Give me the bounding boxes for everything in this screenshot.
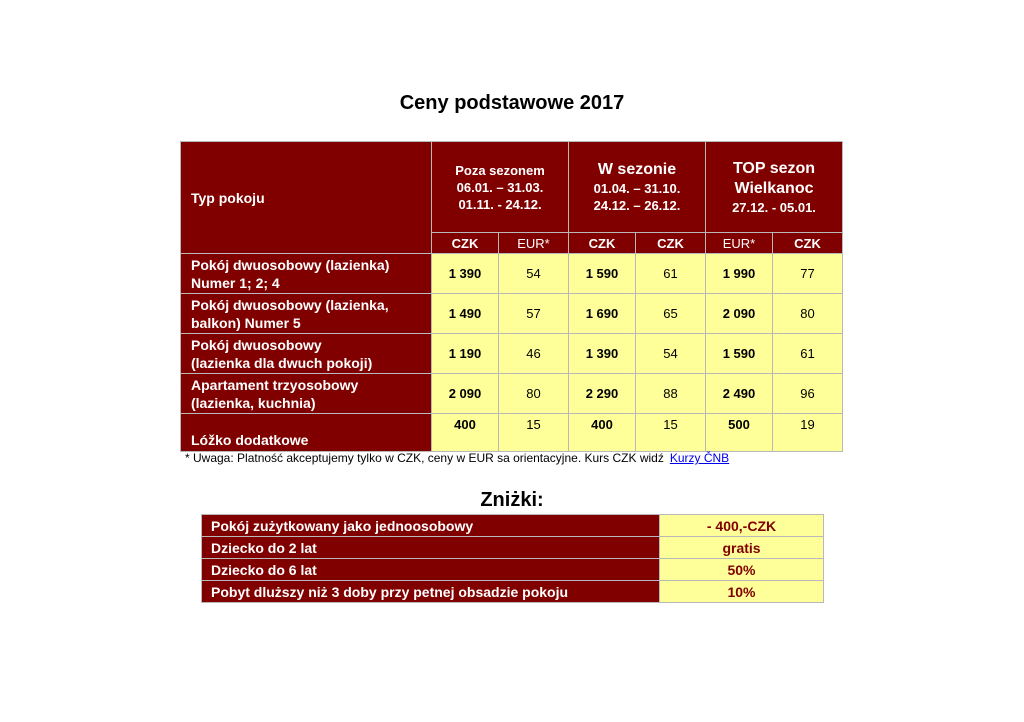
currency-header: CZK (432, 233, 499, 254)
price-cell: 1 390 (569, 334, 636, 374)
discount-label: Dziecko do 2 lat (202, 537, 660, 559)
payment-note-text: * Uwaga: Platność akceptujemy tylko w CZK, ceny w EUR sa orientacyjne. Kurs CZK widź (185, 451, 664, 465)
discount-label: Pobyt dluższy niż 3 doby przy petnej obsadzie pokoju (202, 581, 660, 603)
price-cell: 1 190 (432, 334, 499, 374)
currency-header: CZK (569, 233, 636, 254)
price-cell: 46 (499, 334, 569, 374)
season-top-name: TOP sezon (732, 159, 816, 177)
discount-label: Dziecko do 6 lat (202, 559, 660, 581)
price-cell: 2 290 (569, 374, 636, 414)
room-name-line: Lóžko dodatkowe (191, 432, 309, 448)
price-cell: 1 990 (706, 254, 773, 294)
room-name-line: Pokój dwuosobowy (lazienka) (191, 256, 390, 273)
season-off-header (432, 142, 569, 233)
season-off-dates-1: 06.01. – 31.03. (456, 179, 544, 195)
price-cell: 2 090 (706, 294, 773, 334)
price-cell: 19 (773, 414, 843, 452)
currency-header: EUR* (706, 233, 773, 254)
room-name-line: Numer 1; 2; 4 (191, 274, 280, 291)
price-cell: 96 (773, 374, 843, 414)
price-cell: 400 (569, 414, 636, 452)
price-cell: 1 590 (569, 254, 636, 294)
price-cell: 54 (636, 334, 706, 374)
price-cell: 2 090 (432, 374, 499, 414)
price-cell: 80 (499, 374, 569, 414)
price-table (180, 141, 843, 452)
discount-value: - 400,-CZK (660, 515, 824, 537)
discount-row (202, 581, 824, 603)
discount-row (202, 537, 824, 559)
price-cell: 1 390 (432, 254, 499, 294)
price-cell: 1 590 (706, 334, 773, 374)
price-cell: 500 (706, 414, 773, 452)
table-row (181, 334, 843, 374)
discounts-title: Zniżki: (480, 489, 544, 511)
table-row (181, 294, 843, 334)
price-cell: 80 (773, 294, 843, 334)
price-cell: 2 490 (706, 374, 773, 414)
season-off-dates-2: 01.11. - 24.12. (458, 196, 542, 212)
price-cell: 1 490 (432, 294, 499, 334)
season-high-dates-2: 24.12. – 26.12. (593, 198, 681, 213)
season-high-dates-1: 01.04. – 31.10. (593, 181, 681, 196)
discount-value: 50% (660, 559, 824, 581)
room-name-line: Apartament trzyosobowy (191, 376, 359, 393)
price-cell: 54 (499, 254, 569, 294)
table-row (181, 254, 843, 294)
room-name (181, 374, 432, 414)
price-cell: 65 (636, 294, 706, 334)
currency-header: CZK (636, 233, 706, 254)
season-top-header (706, 142, 843, 233)
page-title: Ceny podstawowe 2017 (399, 92, 625, 114)
season-top-subname: Wielkanoc (734, 179, 814, 197)
exchange-rate-link[interactable]: Kurzy ČNB (669, 451, 730, 465)
discount-row (202, 515, 824, 537)
season-top-dates: 27.12. - 05.01. (732, 199, 816, 215)
table-row (181, 374, 843, 414)
room-name (181, 414, 432, 452)
room-name-line: (lazienka, kuchnia) (191, 394, 316, 411)
price-cell: 400 (432, 414, 499, 452)
price-cell: 57 (499, 294, 569, 334)
season-high-header (569, 142, 706, 233)
payment-note (185, 451, 729, 465)
discount-label: Pokój zużytkowany jako jednoosobowy (202, 515, 660, 537)
room-name-line: Pokój dwuosobowy (lazienka, (191, 296, 389, 313)
room-type-header: Typ pokoju (181, 142, 432, 254)
discount-value: 10% (660, 581, 824, 603)
currency-header: CZK (773, 233, 843, 254)
room-name-line: balkon) Numer 5 (191, 314, 301, 331)
room-name (181, 294, 432, 334)
room-name-line: Pokój dwuosobowy (191, 336, 322, 353)
price-cell: 1 690 (569, 294, 636, 334)
season-off-name: Poza sezonem (455, 162, 545, 178)
discount-row (202, 559, 824, 581)
currency-header: EUR* (499, 233, 569, 254)
discount-value: gratis (660, 537, 824, 559)
season-high-name: W sezonie (597, 161, 677, 178)
table-row (181, 414, 843, 452)
price-cell: 88 (636, 374, 706, 414)
price-cell: 77 (773, 254, 843, 294)
price-cell: 15 (499, 414, 569, 452)
room-name (181, 254, 432, 294)
room-name (181, 334, 432, 374)
room-name-line: (lazienka dla dwuch pokoji) (191, 354, 373, 371)
price-cell: 15 (636, 414, 706, 452)
price-cell: 61 (773, 334, 843, 374)
price-cell: 61 (636, 254, 706, 294)
discounts-table (201, 514, 824, 603)
